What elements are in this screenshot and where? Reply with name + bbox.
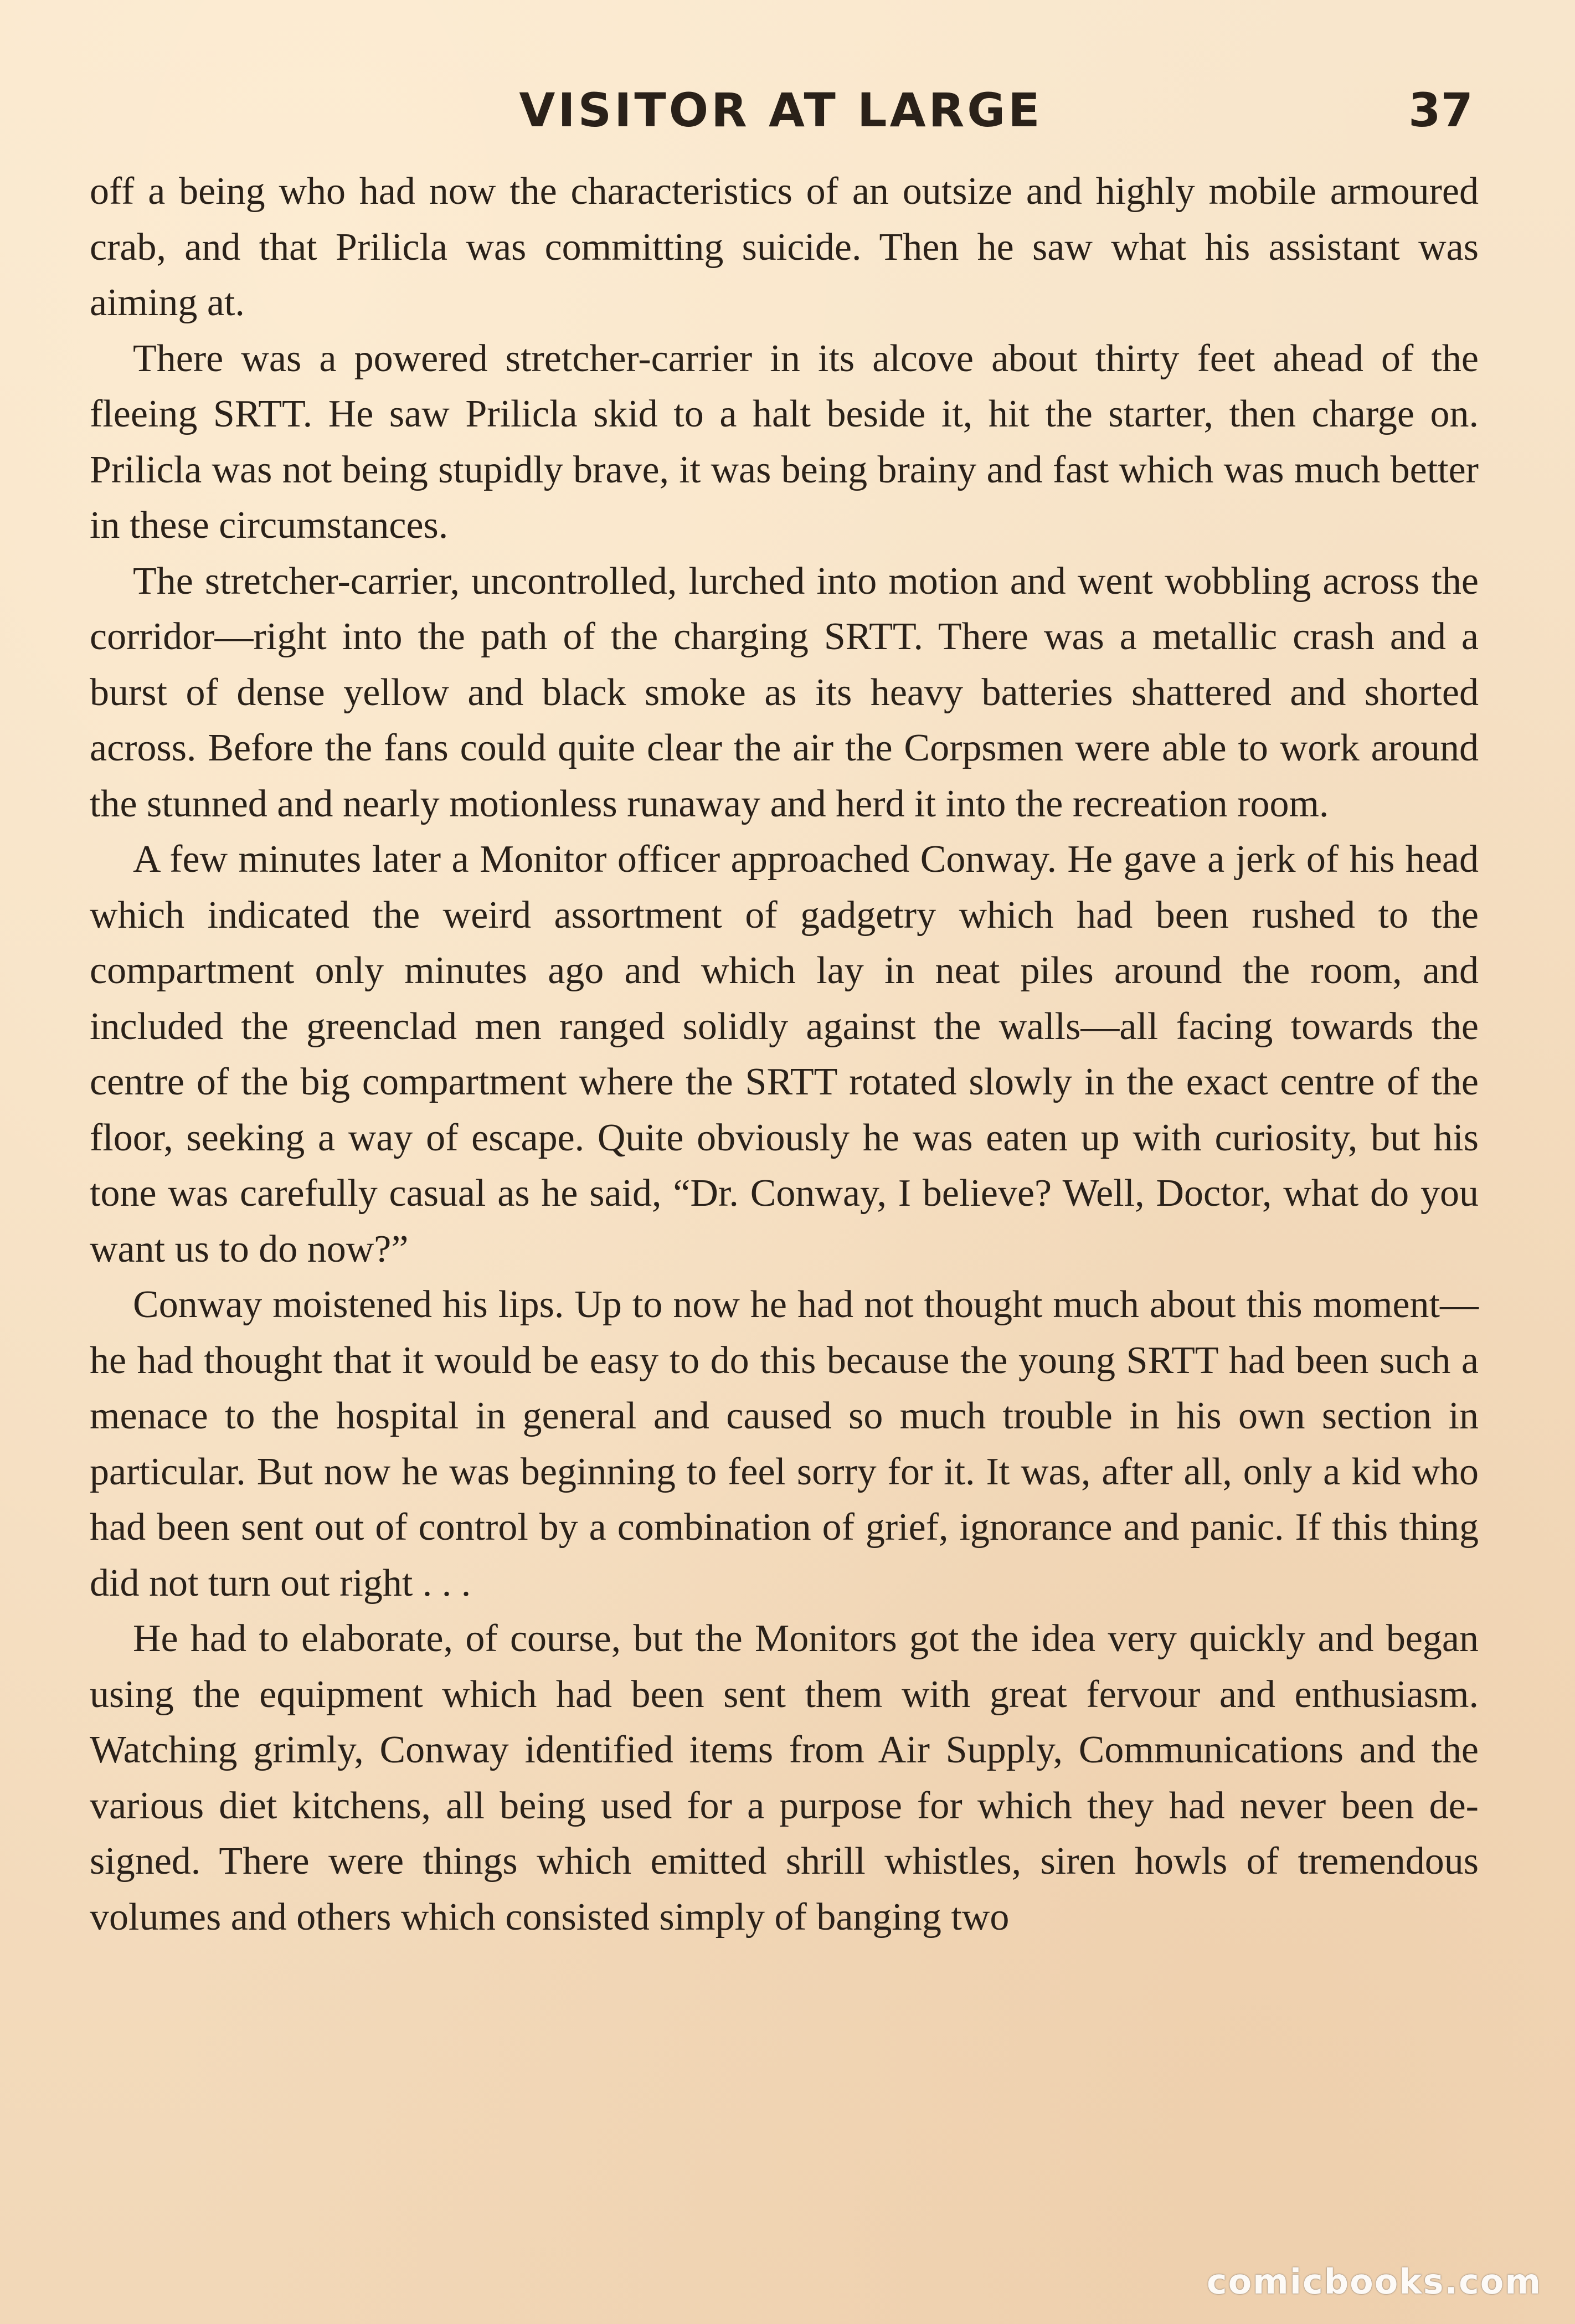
page-number: 37 [1408,83,1473,137]
paragraph-6: He had to elaborate, of course, but the Monitors got the idea very quickly and began using the equipment which had been sent them with great fervour and enthusiasm. Watching grimly, Conway identified items from Air Supply, Communications and the various diet kitchens, all being used for a purpose for which they had never been de-signed. There were things which emitted shrill whistles, siren howls of tremendous volumes and others which consisted simply of banging two [90,1617,1479,1939]
body-text [90,164,1479,1945]
running-title: VISITOR AT LARGE [519,83,1043,137]
paragraph-2: There was a powered stretcher-carrier in its alcove about thirty feet ahead of the fleeing SRTT. He saw Prilicla skid to a halt beside it, hit the starter, then charge on. Prilicla was not being stupidly brave, it was being brainy and fast which was much better in these circumstances. [90,337,1479,547]
page-header [89,83,1473,150]
watermark-logo: comicbooks.com [1206,2261,1542,2302]
paragraph-5: Conway moistened his lips. Up to now he had not thought much about this moment—he had thought that it would be easy to do this because the young SRTT had been such a menace to the hospital in general and caused so much trouble in his own section in particular. But now he was beginning to feel sorry for it. It was, after all, only a kid who had been sent out of control by a combination of grief, ignorance and panic. If this thing did not turn out right . . . [90,1283,1479,1605]
paragraph-1: off a being who had now the characteristics of an outsize and highly mobile armoured crab, and that Prilicla was committing suicide. Then he saw what his assistant was aiming at. [90,170,1479,324]
paragraph-3: The stretcher-carrier, uncontrolled, lurched into motion and went wobbling across the corridor—right into the path of the charging SRTT. There was a metallic crash and a burst of dense yellow and black smoke as its heavy batteries shattered and shorted across. Before the fans could quite clear the air the Corpsmen were able to work around the stunned and nearly motionless runaway and herd it into the recreation room. [90,559,1479,825]
paragraph-4: A few minutes later a Monitor officer approached Conway. He gave a jerk of his head which indicated the weird assortment of gadgetry which had been rushed to the compartment only minutes ago and which lay in neat piles around the room, and included the greenclad men ranged solidly against the walls—all facing towards the centre of the big compartment where the SRTT rotated slowly in the exact centre of the floor, seeking a way of escape. Quite obviously he was eaten up with curiosity, but his tone was carefully casual as he said, “Dr. Conway, I believe? Well, Doctor, what do you want us to do now?” [90,838,1479,1271]
